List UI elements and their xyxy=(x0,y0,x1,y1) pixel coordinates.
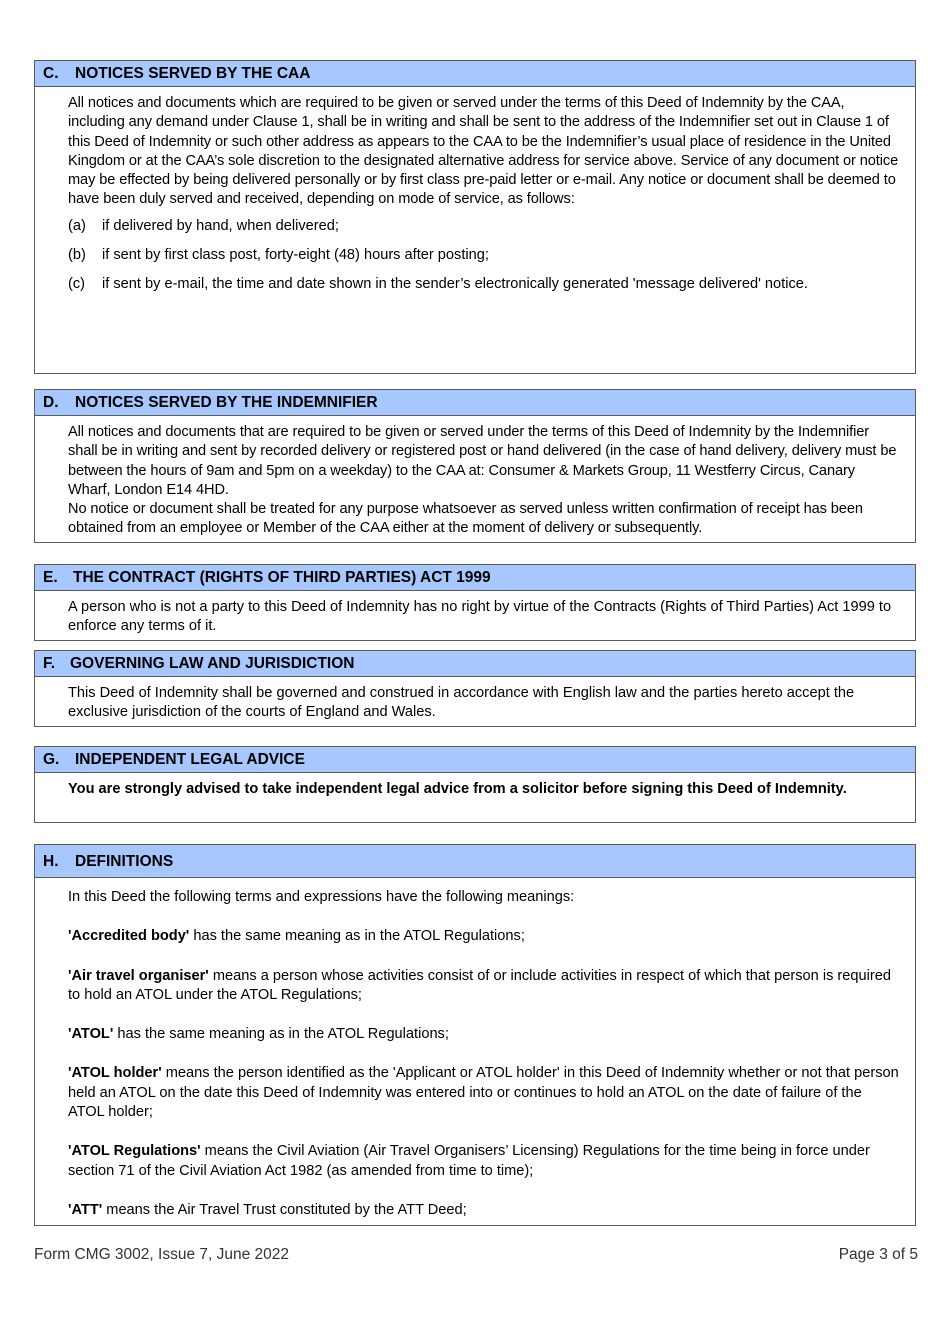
footer-page-number: Page 3 of 5 xyxy=(838,1246,918,1263)
definition-item xyxy=(68,1201,899,1220)
definition-term: 'Air travel organiser' xyxy=(68,967,209,984)
list-text: if sent by first class post, forty-eight (48) hours after posting; xyxy=(102,247,489,264)
section-header xyxy=(35,747,915,773)
legal-advice-warning: You are strongly advised to take independent legal advice from a solicitor before signing this Deed of Indemnity. xyxy=(68,781,847,797)
section-c-notices-by-caa xyxy=(34,60,916,374)
definition-item xyxy=(68,967,899,1006)
footer-form-reference: Form CMG 3002, Issue 7, June 2022 xyxy=(34,1246,290,1263)
section-letter: C. xyxy=(43,65,59,82)
list-text: if sent by e-mail, the time and date shown in the sender’s electronically generated 'message delivered' notice. xyxy=(102,276,808,293)
section-f-governing-law xyxy=(34,650,916,727)
definition-text: has the same meaning as in the ATOL Regulations; xyxy=(113,1026,449,1043)
section-header xyxy=(35,61,915,87)
section-title: NOTICES SERVED BY THE CAA xyxy=(75,65,311,82)
definition-text: means the person identified as the 'Applicant or ATOL holder' in this Deed of Indemnity whether or not that person held an ATOL on the date this Deed of Indemnity was entered into or continues to hold an ATOL on the date of failure of the ATOL holder; xyxy=(68,1065,899,1121)
section-title: THE CONTRACT (RIGHTS OF THIRD PARTIES) ACT 1999 xyxy=(73,569,491,586)
section-header xyxy=(35,651,915,677)
definition-text: means the Civil Aviation (Air Travel Organisers’ Licensing) Regulations for the time being in force under section 71 of the Civil Aviation Act 1982 (as amended from time to time); xyxy=(68,1143,870,1179)
section-paragraph: All notices and documents that are required to be given or served under the terms of this Deed of Indemnity by the Indemnifier shall be in writing and sent by recorded delivery or registered post or hand delivered (in the case of hand delivery, delivery must be between the hours of 9am and 5pm on a weekday) to the CAA at: Consumer & Markets Group, 11 Westferry Circus, Canary Wharf, London E14 4HD. xyxy=(68,424,897,498)
section-h-definitions xyxy=(34,844,916,1226)
definition-item xyxy=(68,1064,899,1122)
section-title: INDEPENDENT LEGAL ADVICE xyxy=(75,751,305,768)
definition-text: means a person whose activities consist of or include activities in respect of which that person is required to hold an ATOL under the ATOL Regulations; xyxy=(68,967,891,1003)
definition-term: 'ATOL Regulations' xyxy=(68,1143,201,1160)
section-letter: F. xyxy=(43,655,56,672)
section-header xyxy=(35,845,915,878)
section-g-legal-advice xyxy=(34,746,916,823)
section-e-third-parties xyxy=(34,564,916,641)
section-letter: E. xyxy=(43,569,58,586)
section-letter: H. xyxy=(43,853,59,870)
section-paragraph: A person who is not a party to this Deed of Indemnity has no right by virtue of the Contracts (Rights of Third Parties) Act 1999 to enforce any terms of it. xyxy=(68,599,892,635)
definition-item xyxy=(68,1142,899,1181)
section-d-notices-by-indemnifier xyxy=(34,389,916,543)
definition-term: 'ATOL' xyxy=(68,1026,114,1043)
section-paragraph: All notices and documents which are required to be given or served under the terms of this Deed of Indemnity by the CAA, including any demand under Clause 1, shall be in writing and shall be sent to the address of the Indemnifier set out in Clause 1 of this Deed of Indemnity or such other address as appears to the CAA to be the Indemnifier’s usual place of residence in the United Kingdom or at the CAA’s sole discretion to the designated alternative address for service above. Service of any document or notice may be effected by being delivered personally or by first class pre-paid letter or e-mail. Any notice or document shall be deemed to have been duly served and received, depending on mode of service, as follows: xyxy=(68,95,899,208)
list-marker: (a) xyxy=(68,217,86,234)
definition-term: 'ATOL holder' xyxy=(68,1065,162,1082)
section-letter: G. xyxy=(43,751,60,768)
definition-term: 'Accredited body' xyxy=(68,928,190,945)
definition-text: means the Air Travel Trust constituted by the ATT Deed; xyxy=(102,1201,467,1218)
section-paragraph: No notice or document shall be treated for any purpose whatsoever as served unless written confirmation of receipt has been obtained from an employee or Member of the CAA either at the moment of delivery or subsequently. xyxy=(68,501,863,537)
list-marker: (c) xyxy=(68,276,86,293)
list-item xyxy=(68,217,899,236)
section-title: NOTICES SERVED BY THE INDEMNIFIER xyxy=(75,394,378,411)
definition-item xyxy=(68,1025,899,1044)
list-marker: (b) xyxy=(68,247,86,264)
section-header xyxy=(35,390,915,416)
list-item xyxy=(68,275,899,294)
definitions-intro: In this Deed the following terms and expressions have the following meanings: xyxy=(68,889,575,905)
definition-item xyxy=(68,927,899,946)
definition-term: 'ATT' xyxy=(68,1201,103,1218)
section-letter: D. xyxy=(43,394,59,411)
definition-text: has the same meaning as in the ATOL Regulations; xyxy=(189,928,525,945)
list-text: if delivered by hand, when delivered; xyxy=(102,217,339,234)
section-title: DEFINITIONS xyxy=(75,853,174,870)
section-header xyxy=(35,565,915,591)
section-title: GOVERNING LAW AND JURISDICTION xyxy=(70,655,355,672)
section-paragraph: This Deed of Indemnity shall be governed and construed in accordance with English law and the parties hereto accept the exclusive jurisdiction of the courts of England and Wales. xyxy=(68,685,855,721)
list-item xyxy=(68,246,899,265)
